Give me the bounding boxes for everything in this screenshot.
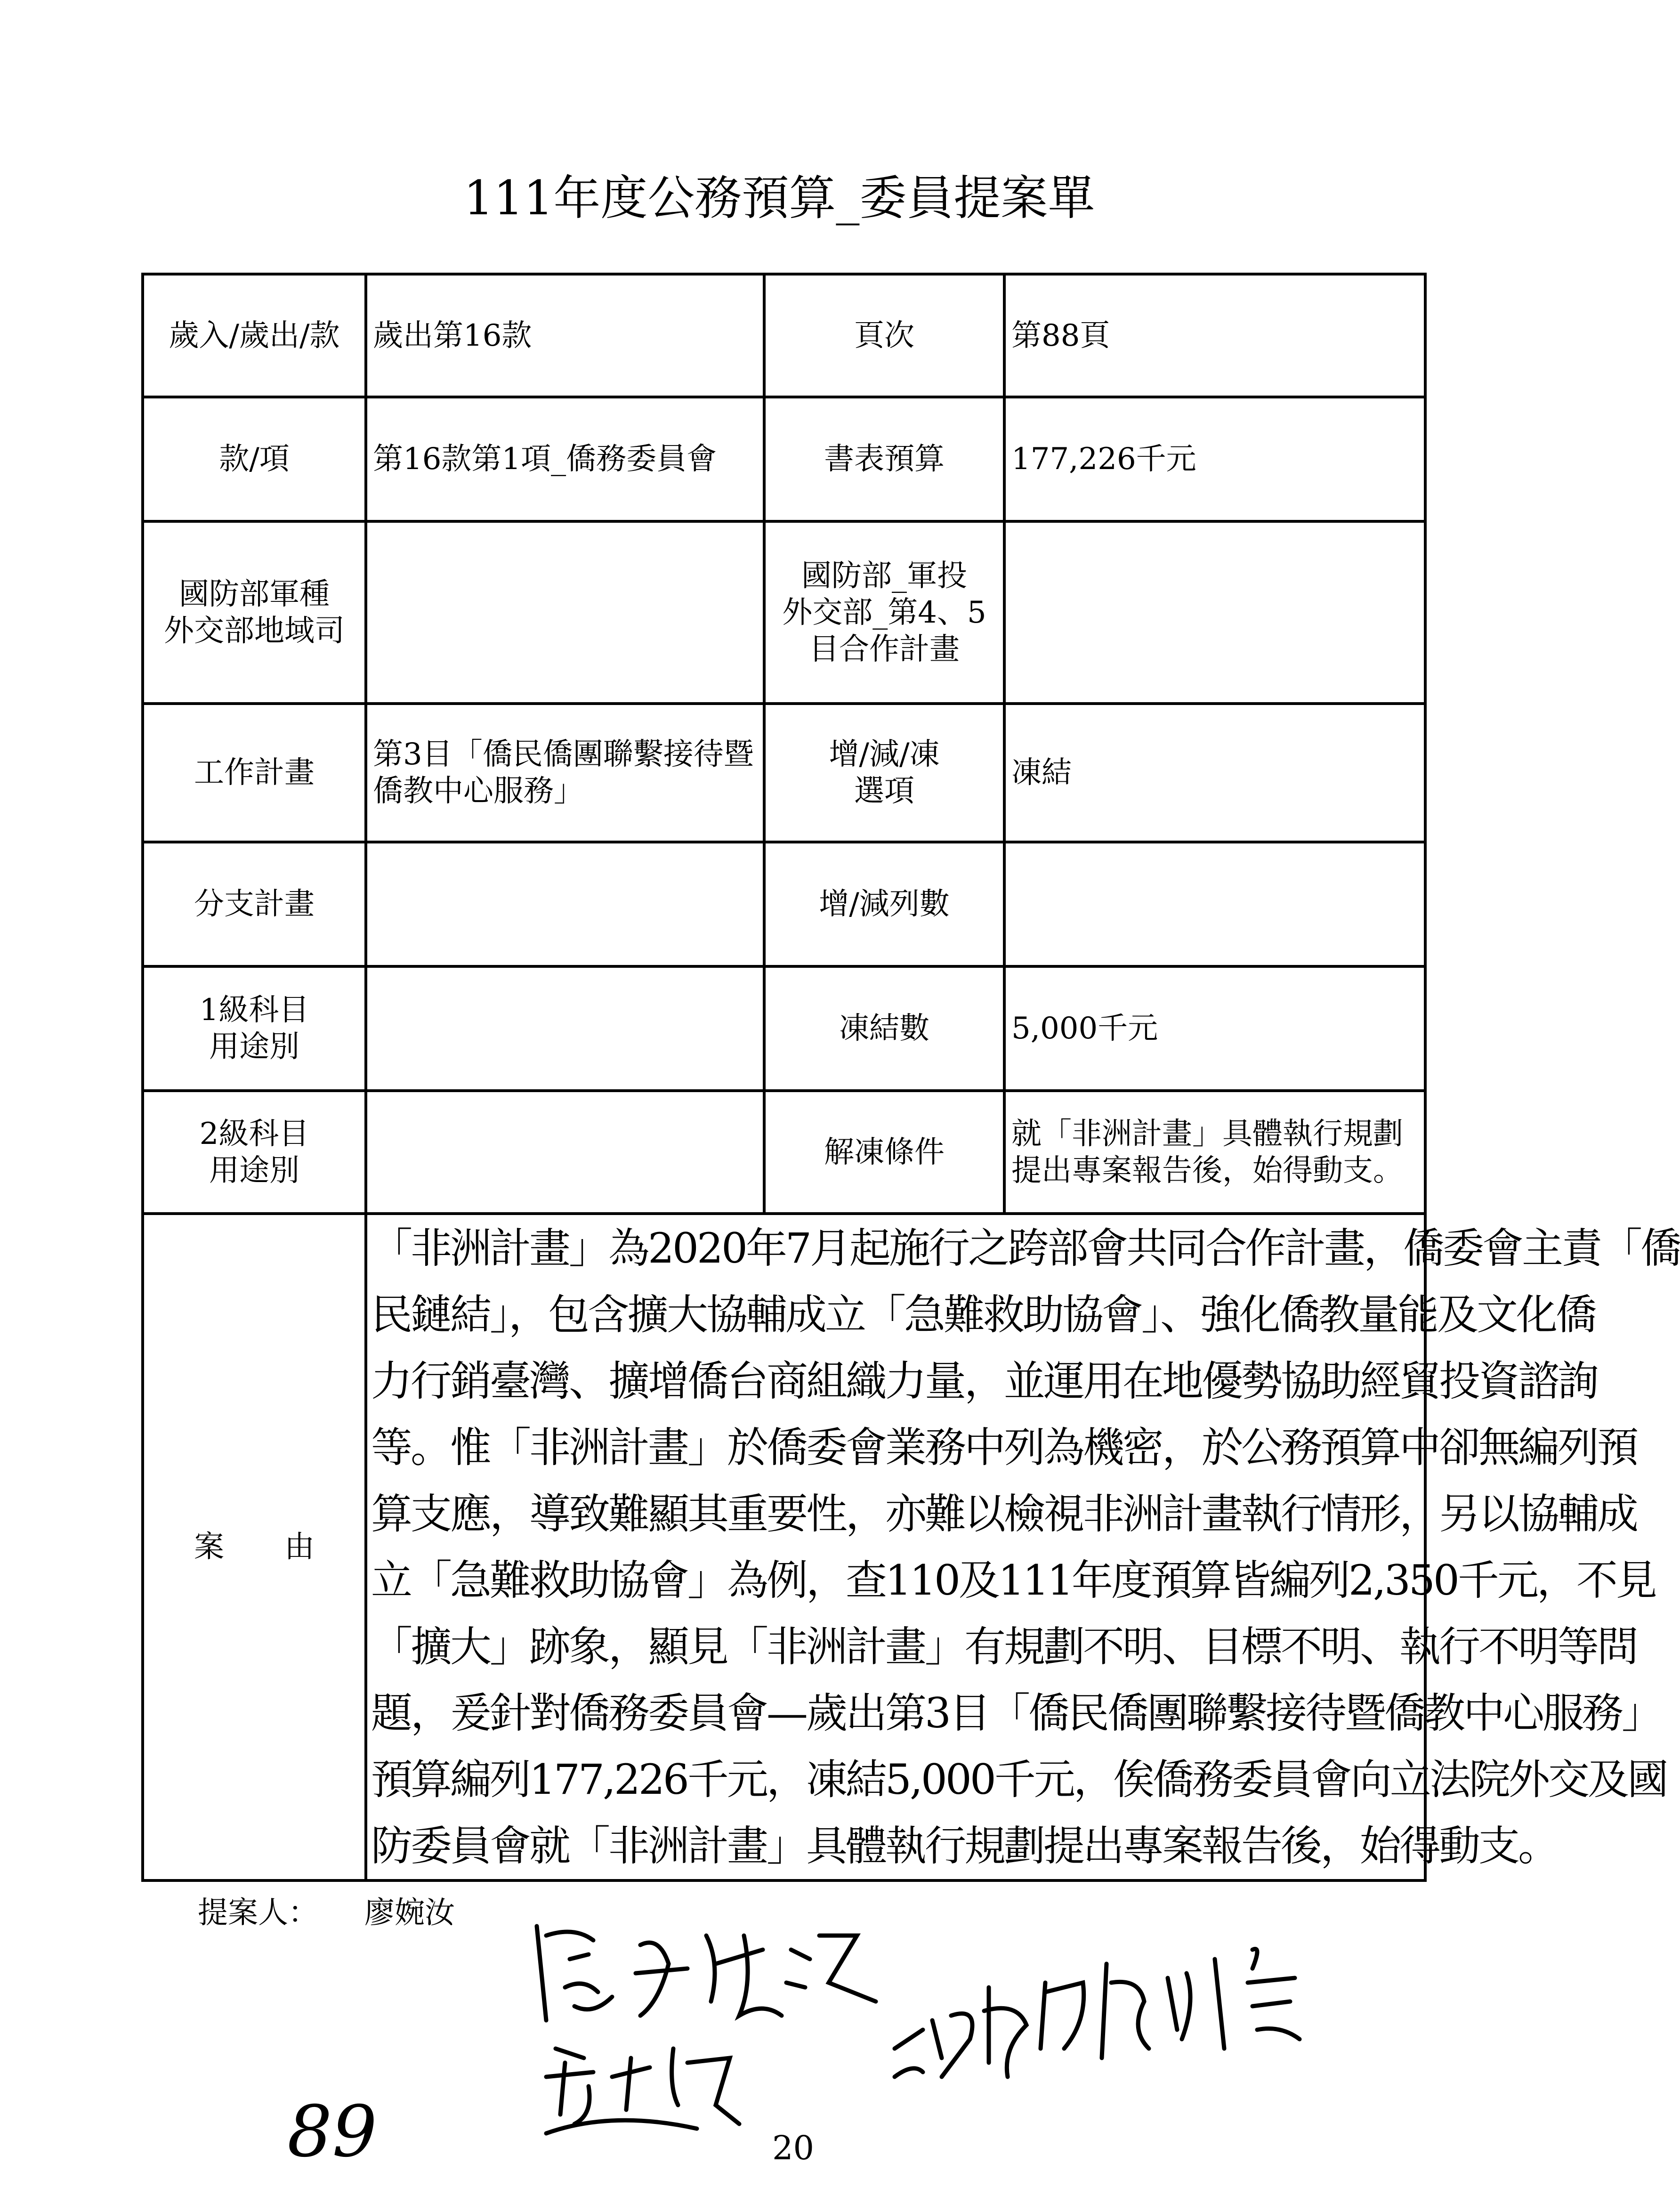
field-label: 頁次 <box>764 274 1004 397</box>
field-value: 就「非洲計畫」具體執行規劃提出專案報告後，始得動支。 <box>1004 1091 1425 1214</box>
page-number: 20 <box>772 2129 815 2167</box>
reason-line: 「擴大」跡象，顯見「非洲計畫」有規劃不明、目標不明、執行不明等問 <box>371 1622 1637 1671</box>
reason-text <box>366 1214 1680 1880</box>
reason-line: 「非洲計畫」為2020年7月起施行之跨部會共同合作計畫，僑委會主責「僑 <box>371 1224 1680 1272</box>
field-value <box>366 966 764 1091</box>
reason-line: 力行銷臺灣、擴增僑台商組織力量，並運用在地優勢協助經貿投資諮詢 <box>371 1357 1598 1405</box>
handwritten-signatures <box>518 1907 1554 2171</box>
field-value <box>1004 842 1425 966</box>
field-label: 2級科目 用途別 <box>143 1091 366 1214</box>
field-label: 國防部軍種 外交部地域司 <box>143 521 366 704</box>
field-label: 工作計畫 <box>143 704 366 842</box>
reason-line: 民鏈結」，包含擴大協輔成立「急難救助協會」、強化僑教量能及文化僑 <box>371 1290 1596 1339</box>
field-label: 國防部_軍投 外交部_第4、5 目合作計畫 <box>764 521 1004 704</box>
table-row <box>143 274 1425 397</box>
reason-line: 等。惟「非洲計畫」於僑委會業務中列為機密，於公務預算中卻無編列預 <box>371 1423 1637 1472</box>
proposer-label: 提案人： <box>198 1896 318 1930</box>
field-value: 歲出第16款 <box>366 274 764 397</box>
field-value: 177,226千元 <box>1004 397 1425 521</box>
reason-line: 防委員會就「非洲計畫」具體執行規劃提出專案報告後，始得動支。 <box>371 1822 1558 1870</box>
field-label: 1級科目 用途別 <box>143 966 366 1091</box>
field-label: 款/項 <box>143 397 366 521</box>
reason-label: 案 由 <box>143 1214 366 1880</box>
field-label: 增/減/凍 選項 <box>764 704 1004 842</box>
field-label: 歲入/歲出/款 <box>143 274 366 397</box>
field-value: 第16款第1項_僑務委員會 <box>366 397 764 521</box>
field-value <box>366 1091 764 1214</box>
reason-line: 預算編列177,226千元，凍結5,000千元，俟僑務委員會向立法院外交及國 <box>371 1755 1667 1804</box>
field-value: 凍結 <box>1004 704 1425 842</box>
handwritten-number: 89 <box>287 2091 377 2173</box>
field-label: 書表預算 <box>764 397 1004 521</box>
reason-line: 算支應，導致難顯其重要性，亦難以檢視非洲計畫執行情形，另以協輔成 <box>371 1490 1637 1538</box>
field-label: 解凍條件 <box>764 1091 1004 1214</box>
proposer-name: 廖婉汝 <box>364 1896 455 1930</box>
proposal-table <box>141 273 1680 1882</box>
table-row <box>143 1091 1425 1214</box>
field-value: 5,000千元 <box>1004 966 1425 1091</box>
field-label: 分支計畫 <box>143 842 366 966</box>
field-value: 第88頁 <box>1004 274 1425 397</box>
field-label: 凍結數 <box>764 966 1004 1091</box>
table-row <box>143 966 1425 1091</box>
reason-line: 題，爰針對僑務委員會—歲出第3目「僑民僑團聯繫接待暨僑教中心服務」 <box>371 1689 1661 1737</box>
field-value <box>1004 521 1425 704</box>
field-label: 增/減列數 <box>764 842 1004 966</box>
page-title: 111年度公務預算_委員提案單 <box>463 170 1095 226</box>
table-row <box>143 842 1425 966</box>
table-row <box>143 704 1425 842</box>
table-row <box>143 521 1425 704</box>
table-row <box>143 397 1425 521</box>
field-value: 第3目「僑民僑團聯繫接待暨僑教中心服務」 <box>366 704 764 842</box>
reason-line: 立「急難救助協會」為例，查110及111年度預算皆編列2,350千元，不見 <box>371 1556 1656 1604</box>
table-row <box>143 1214 1425 1880</box>
field-value <box>366 842 764 966</box>
field-value <box>366 521 764 704</box>
